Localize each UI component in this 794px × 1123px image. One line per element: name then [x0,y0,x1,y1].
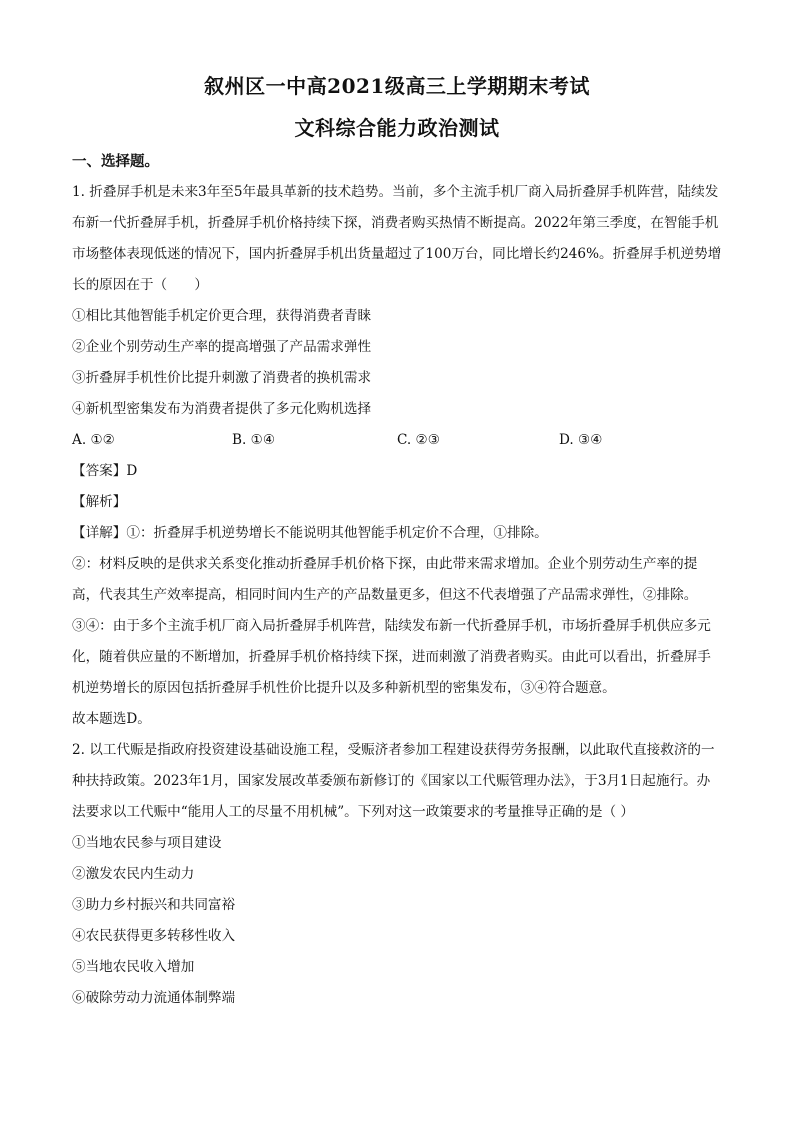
q1-analysis-label: 【解析】 [72,494,127,510]
q2-statement-6: ⑥破除劳动力流通体制弊端 [72,990,236,1006]
q1-option-a: A. ①② [72,432,115,448]
question-2-stem: 2. 以工代赈是指政府投资建设基础设施工程，受赈济者参加工程建设获得劳务报酬，以此取代直接救济的一种扶持政策。2023年1月，国家发展改革委颁布新修订的《国家以工代赈管理办法》，于3月1日起施行。办法要求以工代赈中“能用人工的尽量不用机械”。下列对这一政策要求的考量推导正确的是（ ） [72,742,715,820]
q1-option-c: C. ②③ [397,432,440,448]
q1-statement-3: ③折叠屏手机性价比提升刺激了消费者的换机需求 [72,370,372,386]
q2-statement-2: ②激发农民内生动力 [72,866,195,882]
q1-analysis-1: 【详解】①：折叠屏手机逆势增长不能说明其他智能手机定价不合理，①排除。 [72,525,548,541]
q2-statement-1: ①当地农民参与项目建设 [72,835,222,851]
q1-statement-1: ①相比其他智能手机定价更合理，获得消费者青睐 [72,308,372,324]
q1-option-d: D. ③④ [559,432,603,448]
q2-statement-4: ④农民获得更多转移性收入 [72,928,236,944]
q1-answer: 【答案】D [72,463,138,479]
section-heading: 一、选择题。 [72,153,159,170]
q1-analysis-3: ③④：由于多个主流手机厂商入局折叠屏手机阵营，陆续发布新一代折叠屏手机，市场折叠屏手机供应多元化，随着供应量的不断增加，折叠屏手机价格持续下探，进而刺激了消费者购买。由此可以看出，折叠屏手机逆势增长的原因包括折叠屏手机性价比提升以及多种新机型的密集发布，③④符合题意。 [72,618,711,696]
q1-statement-2: ②企业个别劳动生产率的提高增强了产品需求弹性 [72,339,372,355]
question-content [72,177,722,1014]
q2-statement-5: ⑤当地农民收入增加 [72,959,195,975]
q2-statement-3: ③助力乡村振兴和共同富裕 [72,897,236,913]
exam-subtitle: 文科综合能力政治测试 [294,116,500,140]
q1-analysis-conclusion: 故本题选D。 [72,711,151,727]
q1-option-b: B. ①④ [232,432,276,448]
question-1-stem: 1. 折叠屏手机是未来3年至5年最具革新的技术趋势。当前，多个主流手机厂商入局折叠屏手机阵营，陆续发布新一代折叠屏手机，折叠屏手机价格持续下探，消费者购买热情不断提高。2022年第三季度，在智能手机市场整体表现低迷的情况下，国内折叠屏手机出货量超过了100万台，同比增长约246%。折叠屏手机逆势增长的原因在于（ ） [72,184,722,293]
exam-title: 叙州区一中高2021级高三上学期期末考试 [204,74,590,98]
q1-options [72,425,722,456]
q1-statement-4: ④新机型密集发布为消费者提供了多元化购机选择 [72,401,372,417]
q1-analysis-2: ②：材料反映的是供求关系变化推动折叠屏手机价格下探，由此带来需求增加。企业个别劳动生产率的提高，代表其生产效率提高，相同时间内生产的产品数量更多，但这不代表增强了产品需求弹性，②排除。 [72,556,698,603]
